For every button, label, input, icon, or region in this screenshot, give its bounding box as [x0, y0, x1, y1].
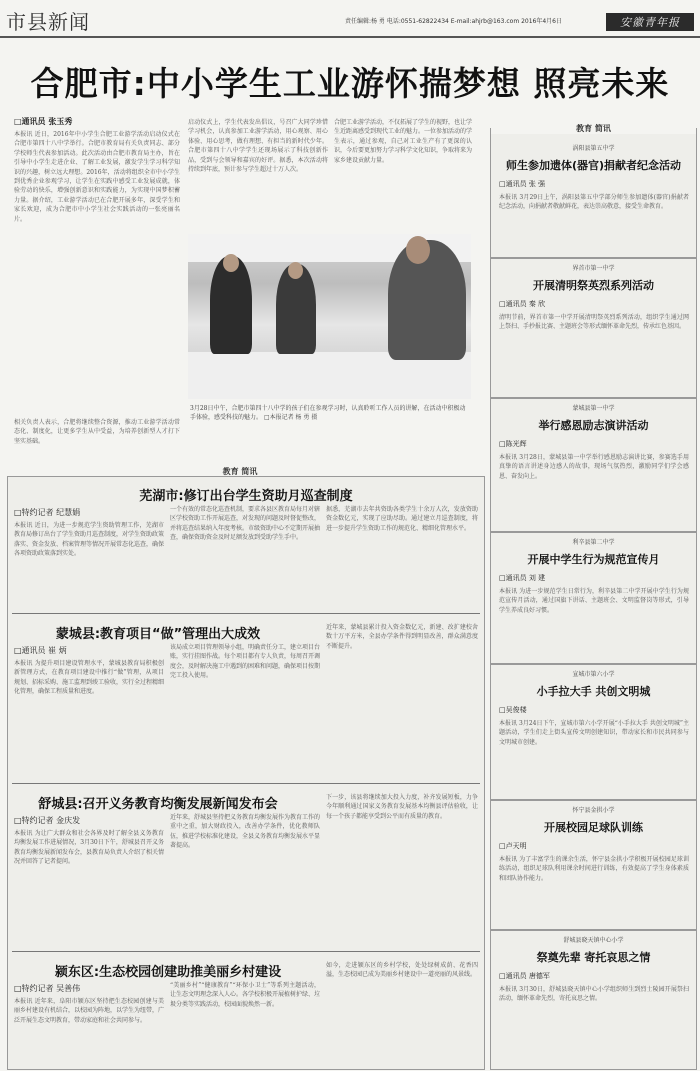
lead-byline: □通讯员 张玉秀: [14, 117, 73, 126]
story-text: 本报讯 为提升项目建设管理水平，蒙城县教育局积极创新管理方式，在教育项目建设中推行“做”管理，从项目规划、招标采购、施工监理到竣工验收，实行全过程精细化管理，确保工程质量和进度。: [14, 660, 164, 696]
header-meta: 责任编辑:杨 勇 电话:0551-62822434 E-mail:ahjrb@163.com 2016年4月6日: [345, 18, 562, 25]
brief-text: 本报讯 3月29日上午，涡阳县第五中学部分师生参加遗体(器官)捐献者纪念活动，向捐献者敬献鲜花，表达崇高敬意，接受生命教育。: [499, 194, 689, 211]
brief-byline: □通讯员 刘 建: [499, 574, 546, 582]
lead-headline: 合肥市:中小学生工业游怀揣梦想 照亮未来: [30, 64, 670, 103]
masthead-logo: 安徽青年报: [606, 13, 694, 31]
brief-title: 开展校园足球队训练: [544, 821, 643, 834]
story-byline: □特约记者 吴善伟: [14, 984, 81, 993]
brief-heading: 教育 简讯: [491, 123, 696, 134]
story-text: 下一步，该县将继续加大投入力度，补齐发展短板，力争今年顺利通过国家义务教育发展基本均衡县评估验收，让每一个孩子都能享受到公平而有质量的教育。: [326, 794, 478, 820]
brief-text: 本报讯 3月30日，舒城县晓天镇中心小学组织师生到烈士陵园开展祭扫活动，缅怀革命先烈，寄托哀思之情。: [499, 986, 689, 1003]
brief-item: [491, 533, 696, 663]
brief-school: 舒城县晓天镇中心小学: [563, 937, 624, 944]
lead-text-col2: 启动仪式上，学生代表发出倡议，号召广大同学珍惜学习机会，认真参加工业游学活动，用心观察、用心体验、用心思考，做有理想、有担当的新时代少年。合肥市第四十八中学学生还现场展示了科技创新作品，受到与会领导和嘉宾的好评。据悉，本次活动将持续到年底，预计参与学生超过十万人次。: [188, 119, 328, 174]
story-title: 蒙城县:教育项目“做”管理出大成效: [55, 627, 261, 642]
lead-text-col4: 相关负责人表示，合肥将继续整合资源，推动工业游学活动常态化、制度化，让更多学生从中受益，为培养创新型人才打下坚实基础。: [14, 419, 180, 445]
brief-byline: □吴俊楼: [499, 706, 527, 714]
brief-title: 开展中学生行为规范宣传月: [527, 553, 660, 566]
story-text: 一个有效的常态化巡查机制，要求各县区教育局每月对辖区学校资助工作开展巡查，对发现的问题及时督促整改，并将巡查结果纳入年度考核。市级资助中心不定期开展抽查，确保资助资金及时足额发放到受助学生手中。: [170, 506, 320, 542]
story-byline: □特约记者 纪慧娟: [14, 508, 81, 517]
brief-text: 本报讯 为了丰富学生的课余生活，怀宁县金拱小学积极开展校园足球训练活动，组织足球队利用课余时间进行训练，有效提高了学生身体素质和团队协作能力。: [499, 856, 689, 882]
brief-title: 师生参加遗体(器官)捐献者纪念活动: [505, 159, 682, 172]
brief-title: 小手拉大手 共创文明城: [536, 685, 651, 698]
brief-title: 举行感恩励志演讲活动: [538, 419, 649, 432]
brief-item: [491, 665, 696, 799]
brief-column: [490, 124, 697, 1070]
brief-byline: □陈光辉: [499, 440, 527, 448]
brief-text: 清明节前，界首市第一中学开展清明祭英烈系列活动，组织学生通过网上祭扫、手抄报比赛、主题班会等形式缅怀革命先烈，传承红色基因。: [499, 314, 689, 331]
brief-byline: □通讯员 唐德军: [499, 972, 550, 980]
story-text: 近年来，蒙城县累计投入资金数亿元，新建、改扩建校舍数十万平方米，全县办学条件得到明显改善，群众满意度不断提升。: [326, 624, 478, 650]
story-text: “美丽乡村”“健康教育”“环保小卫士”等系列主题活动，让生态文明理念深入人心。各学校积极开展植树护绿、垃圾分类等实践活动，校园面貌焕然一新。: [170, 982, 320, 1008]
brief-school: 怀宁县金拱小学: [572, 807, 615, 814]
page-header: [0, 0, 700, 38]
brief-byline: □通讯员 秦 欣: [499, 300, 546, 308]
brief-byline: □通讯员 张 强: [499, 180, 546, 188]
brief-byline: □卢天明: [499, 842, 527, 850]
brief-item: [491, 801, 696, 929]
brief-school: 涡阳县第五中学: [572, 145, 615, 152]
lead-text-col1: 本报讯 近日，2016年中小学生合肥工业游学活动启动仪式在合肥市第四十八中学举行。合肥市教育局有关负责同志、部分学校师生代表参加活动。此次活动由合肥市教育局主办，旨在引导中小学生走进企业、了解工业发展，激发学生学习科学知识的兴趣，树立远大理想。2016年，活动将组织全市中小学生到优秀企业参观学习，让学生在实践中感受工业发展成就，体验劳动的快乐，增强创新意识和实践能力，为实现中国梦积蓄力量。据介绍，工业游学活动已在合肥开展多年，深受学生和家长欢迎，成为合肥市中小学生社会实践活动的一张亮丽名片。: [14, 131, 180, 223]
brief-text: 本报讯 3月24日下午，宣城市第六小学开展“小手拉大手 共创文明城”主题活动，学生们走上街头宣传文明创建知识，带动家长和市民共同参与文明城市创建。: [499, 720, 689, 746]
brief-text: 本报讯 3月28日，蒙城县第一中学举行感恩励志演讲比赛，参赛选手用真挚的语言讲述身边感人的故事，现场气氛热烈，激励同学们学会感恩、奋发向上。: [499, 454, 689, 480]
lead-text-col3: 合肥工业游学活动，不仅拓展了学生的视野，也让学生近距离感受到现代工业的魅力。一位参加活动的学生表示，通过参观，自己对工业生产有了更深的认识，今后要更加努力学习科学文化知识，争取将来为家乡建设贡献力量。: [334, 119, 472, 164]
brief-title: 祭奠先辈 寄托哀思之情: [536, 951, 651, 964]
brief-item: [491, 931, 696, 1067]
brief-item: [491, 399, 696, 531]
brief-heading-center: 教育 简讯: [222, 467, 258, 476]
brief-school: 蒙城县第一中学: [572, 405, 615, 412]
lead-photo: [188, 234, 471, 399]
story-text: 近年来，舒城县坚持把义务教育均衡发展作为教育工作的重中之重，加大财政投入，改善办学条件，优化教师队伍，推进学校标准化建设，全县义务教育均衡发展水平显著提高。: [170, 814, 320, 850]
story-text: 如今，走进颍东区的乡村学校，处处绿树成荫、花香四溢，生态校园已成为美丽乡村建设中一道亮丽的风景线。: [326, 962, 478, 979]
photo-credit: □本报记者 杨 勇 摄: [263, 414, 318, 421]
story-text: 本报讯 为让广大群众和社会各界及时了解全县义务教育均衡发展工作进展情况，3月30日下午，舒城县召开义务教育均衡发展新闻发布会，县教育局负责人介绍了相关情况并回答了记者提问。: [14, 830, 164, 866]
county-news-box: [7, 476, 485, 1070]
brief-school: 界首市第一中学: [572, 265, 615, 272]
photo-caption: [190, 404, 470, 422]
story-title: 芜湖市:修订出台学生资助月巡查制度: [139, 489, 353, 504]
story-divider: [12, 613, 480, 614]
story-divider: [12, 951, 480, 952]
brief-item: [491, 259, 696, 397]
story-text: 本报讯 近日，为进一步规范学生资助管理工作，芜湖市教育局修订出台了学生资助月巡查制度，对学生资助政策落实、资金发放、档案管理等情况开展常态化巡查，确保各项资助政策落到实处。: [14, 522, 164, 558]
brief-text: 本报讯 为进一步规范学生日常行为，利辛县第二中学开展中学生行为规范宣传月活动，通过国旗下讲话、主题班会、文明监督岗等形式，引导学生养成良好习惯。: [499, 588, 689, 614]
story-byline: □通讯员 崔 炳: [14, 646, 67, 655]
story-byline: □特约记者 金庆发: [14, 816, 81, 825]
story-title: 颍东区:生态校园创建助推美丽乡村建设: [54, 965, 282, 980]
story-divider: [12, 783, 480, 784]
section-title: 市县新闻: [6, 10, 90, 34]
brief-item: [491, 139, 696, 257]
story-text: 本报讯 近年来，阜阳市颍东区坚持把生态校园创建与美丽乡村建设有机结合，以校园为阵地，以学生为纽带，广泛开展生态文明教育，带动家庭和社会共同参与。: [14, 998, 164, 1024]
brief-school: 宣城市第六小学: [572, 671, 615, 678]
brief-school: 利辛县第二中学: [572, 539, 615, 546]
story-title: 舒城县:召开义务教育均衡发展新闻发布会: [38, 797, 278, 812]
story-text: 据悉，芜湖市去年共资助各类学生十余万人次，发放资助资金数亿元，实现了应助尽助。通过建立月巡查制度，将进一步提升学生资助工作的规范化、精细化管理水平。: [326, 506, 478, 532]
brief-title: 开展清明祭英烈系列活动: [533, 279, 654, 292]
photo-caption-text: 3月28日中午，合肥市第四十八中学的孩子们在参观学习时，认真聆听工作人员的讲解，在活动中积极动手体验，感受科技的魅力。: [190, 405, 466, 421]
story-text: 该局成立项目管理领导小组，明确责任分工，建立项目台账，实行挂图作战。每个项目都有专人负责，每周召开调度会，及时解决施工中遇到的困难和问题，确保项目按期完工投入使用。: [170, 644, 320, 680]
